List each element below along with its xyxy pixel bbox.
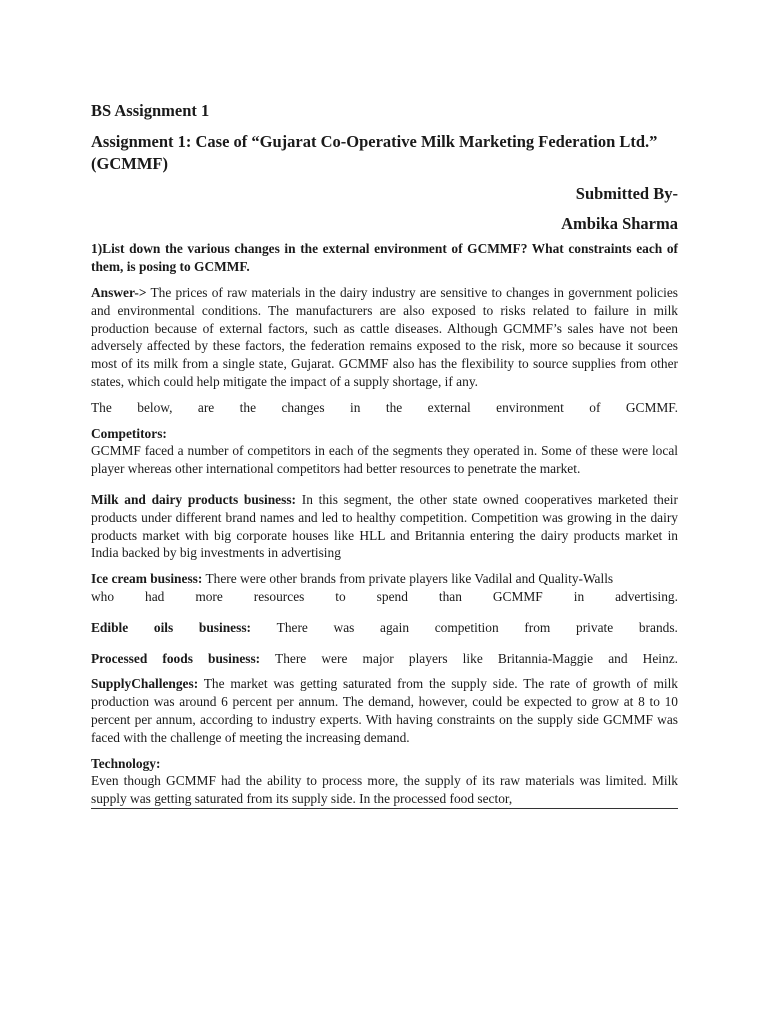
edible-oils-label: business: bbox=[198, 619, 251, 635]
submitted-by-label: Submitted By- bbox=[575, 184, 678, 203]
intro-word: of bbox=[589, 399, 601, 415]
ice-cream-word: who bbox=[91, 588, 115, 604]
author-name: Ambika Sharma bbox=[561, 214, 678, 233]
intro-word: in bbox=[350, 399, 361, 415]
answer-paragraph bbox=[91, 284, 678, 391]
edible-oils-word: from bbox=[524, 619, 551, 635]
intro-word: The bbox=[91, 399, 112, 415]
ice-cream-line-1 bbox=[91, 570, 678, 588]
ice-cream-word: resources bbox=[253, 588, 305, 604]
ice-cream-label: Ice cream business: bbox=[91, 571, 203, 587]
ice-cream-word: GCMMF bbox=[492, 588, 543, 604]
intro-word: changes bbox=[281, 399, 325, 415]
ice-cream-paragraph bbox=[91, 570, 678, 606]
edible-oils-line bbox=[91, 619, 678, 637]
processed-foods-label: Processed foods business: bbox=[91, 650, 261, 666]
competitors-paragraph: GCMMF faced a number of competitors in each of the segments they operated in. Some of these were local player whereas other international competitors had better resources to penetrate the market. bbox=[91, 443, 678, 477]
edible-oils-word: was bbox=[333, 619, 355, 635]
ice-cream-text: There were other brands from private players like Vadilal and Quality-Walls bbox=[202, 571, 614, 587]
question-text: 1)List down the various changes in the external environment of GCMMF? What constraints each of them, is posing to GCMMF. bbox=[91, 241, 678, 274]
processed-foods-paragraph bbox=[91, 650, 678, 668]
technology-heading: Technology: bbox=[91, 755, 161, 771]
ice-cream-word: in bbox=[573, 588, 585, 604]
ice-cream-word: to bbox=[335, 588, 346, 604]
supply-challenges-text: The market was getting saturated from the supply side. The rate of growth of milk production was around 6 percent per annum. The demand, however, could be expected to grow at 8 to 10 percent per annum, according to industry experts. With having constraints on the supply side GCMMF was faced with the challenge of meeting the increasing demand. bbox=[91, 676, 678, 745]
ice-cream-word: had bbox=[145, 588, 165, 604]
document-title: BS Assignment 1 bbox=[91, 101, 210, 120]
technology-paragraph: Even though GCMMF had the ability to process more, the supply of its raw materials was limited. Milk supply was getting saturated from its supply side. In the processed food sector, bbox=[91, 772, 678, 809]
milk-dairy-paragraph bbox=[91, 491, 678, 562]
intro-word: the bbox=[385, 399, 403, 415]
intro-word: environment bbox=[496, 399, 564, 415]
intro-word: GCMMF. bbox=[625, 399, 678, 415]
milk-dairy-label: Milk and dairy products business: bbox=[91, 491, 297, 507]
ice-cream-word: spend bbox=[376, 588, 408, 604]
assignment-heading: Assignment 1: Case of “Gujarat Co-Operative Milk Marketing Federation Ltd.” (GCMMF) bbox=[91, 132, 658, 173]
processed-foods-text: There were major players like Britannia-Maggie and Heinz. bbox=[260, 650, 678, 666]
edible-oils-word: again bbox=[380, 619, 410, 635]
intro-word: below, bbox=[137, 399, 173, 415]
edible-oils-word: private bbox=[576, 619, 614, 635]
ice-cream-word: more bbox=[195, 588, 223, 604]
edible-oils-word: competition bbox=[434, 619, 499, 635]
supply-challenges-label: SupplyChallenges: bbox=[91, 676, 199, 692]
edible-oils-label: Edible bbox=[91, 619, 129, 635]
milk-dairy-text: In this segment, the other state owned cooperatives marketed their products under different brand names and led to healthy competition. Competition was growing in the dairy products market with big corporate houses like HLL and Britannia entering the dairy products market in India backed by big investments in advertising bbox=[91, 491, 678, 561]
edible-oils-word: brands. bbox=[638, 619, 678, 635]
intro-word: the bbox=[239, 399, 257, 415]
intro-word: are bbox=[197, 399, 215, 415]
edible-oils-label: oils bbox=[153, 619, 174, 635]
answer-text: The prices of raw materials in the dairy industry are sensitive to changes in government policies and environmental conditions. The manufacturers are also exposed to risks related to failure in milk production because of external factors, such as cattle diseases. Although GCMMF’s sales have not been adversely affected by these factors, the federation remains exposed to the risk, more so because it sources most of its milk from a single state, Gujarat. GCMMF also has the flexibility to source supplies from other states, which could help mitigate the impact of a supply shortage, if any. bbox=[91, 285, 678, 389]
competitors-section bbox=[91, 425, 678, 478]
supply-challenges-paragraph bbox=[91, 675, 678, 746]
answer-label: Answer-> bbox=[91, 285, 147, 300]
edible-oils-word: There bbox=[276, 619, 308, 635]
document-page bbox=[91, 100, 678, 817]
ice-cream-word: than bbox=[438, 588, 462, 604]
ice-cream-word: advertising. bbox=[615, 588, 678, 604]
ice-cream-line-2 bbox=[91, 588, 678, 606]
competitors-heading: Competitors: bbox=[91, 425, 167, 441]
intro-word: external bbox=[427, 399, 471, 415]
changes-intro-line bbox=[91, 399, 678, 417]
